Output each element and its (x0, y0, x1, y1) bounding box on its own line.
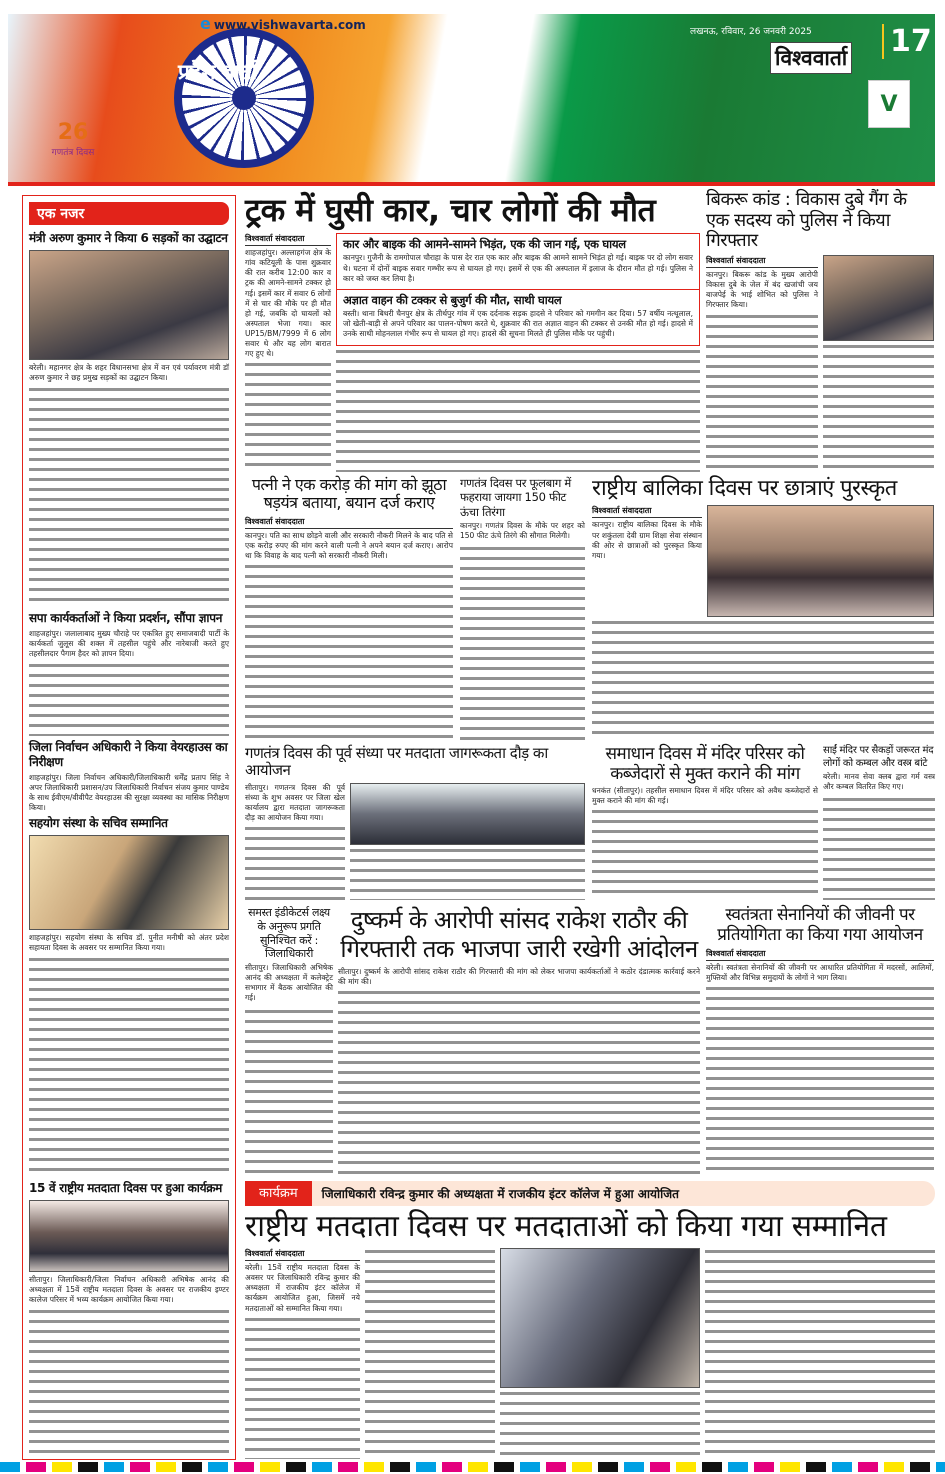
story-headline: समाधान दिवस में मंदिर परिसर को कब्जेदारों से मुक्त कराने की मांग (605, 744, 805, 784)
story-headline: पत्नी ने एक करोड़ की मांग को झूठा षड़यंत्र बताया, बयान दर्ज कराए (251, 475, 447, 513)
section-tag: एक नजर (29, 202, 229, 225)
boxed-story (336, 290, 700, 346)
left-column (22, 195, 236, 1460)
story-body: सीतापुर। जिलाधिकारी/जिला निर्वाचन अधिकारी अभिषेक आनंद की अध्यक्षता में 15वें राष्ट्रीय मतदाता दिवस के अवसर पर राजकीय इण्टर कालेज परिसर में भव्य कार्यक्रम आयोजित किया गया। (29, 1274, 229, 1304)
byline: विश्ववार्ता संवाददाता (706, 948, 934, 961)
bottom-section (245, 1181, 935, 1459)
website-link[interactable] (200, 14, 366, 33)
website-text: www.vishwavarta.com (213, 18, 366, 32)
story-headline: स्वतंत्रता सेनानियों की जीवनी पर प्रतियोगिता का किया गया आयोजन (717, 905, 923, 945)
story-row (592, 505, 934, 617)
bottom-story (245, 1248, 360, 1459)
story-headline: गणतंत्र दिवस की पूर्व संध्या पर मतदाता जागरूकता दौड़ का आयोजन (245, 744, 548, 780)
bottom-row (245, 1248, 935, 1459)
dateline: लखनऊ, रविवार, 26 जनवरी 2025 (690, 27, 812, 37)
story (592, 476, 934, 740)
story-text-block (245, 825, 345, 900)
byline: विश्ववार्ता संवाददाता (245, 233, 331, 246)
story-headline: सहयोग संस्था के सचिव सम्मानित (29, 816, 168, 831)
bottom-photo-column (500, 1248, 700, 1459)
story-text-block (365, 1248, 495, 1459)
story (245, 745, 585, 900)
story-row (245, 783, 585, 901)
story-text-block (245, 1008, 333, 1177)
story-body: बरेली। 15वें राष्ट्रीय मतदाता दिवस के अवसर पर जिलाधिकारी रविन्द्र कुमार की अध्यक्षता में राजकीय इंटर कॉलेज में कार्यक्रम आयोजित हुआ, जिसमें नये मतदाताओं को सम्मानित किया गया। (245, 1263, 360, 1313)
republic-day-logo (28, 120, 118, 158)
story-headline: 15 वें राष्ट्रीय मतदाता दिवस पर हुआ कार्यक्रम (29, 1180, 223, 1195)
paper-name: विश्ववार्ता (770, 42, 852, 74)
page-number: 17 (882, 24, 932, 59)
story-body: शाहजहांपुर। जलालाबाद मुख्य चौराहे पर एकत्रित हुए समाजवादी पार्टी के कार्यकर्ता जुलूस की शक्ल में तहसील पहुंचे और नारेबाजी करते हुए तहसीलदार पैगाम हैदर को ज्ञापन दिया। (29, 628, 229, 658)
bottom-headline: राष्ट्रीय मतदाता दिवस पर मतदाताओं को किया गया सम्मानित (245, 1209, 887, 1244)
award-photo (707, 505, 934, 617)
section-tag: कार्यक्रम (245, 1181, 312, 1206)
section-title: प्रदेश वार्ता (178, 60, 258, 84)
byline: विश्ववार्ता संवाददाता (706, 255, 818, 268)
story-headline: कार और बाइक की आमने-सामने भिड़ंत, एक की जान गई, एक घायल (343, 237, 626, 251)
story-body: शाहजहांपुर। सहयोग संस्था के सचिव डॉ. पुनीत मनीषी को अंतर प्रदेश सहायता दिवस के अवसर पर सम्मानित किया गया। (29, 933, 229, 953)
story-text-block (29, 662, 229, 735)
story (245, 906, 333, 1176)
story-headline: मंत्री अरुण कुमार ने किया 6 सड़कों का उद्घाटन (29, 231, 228, 245)
byline: विश्ववार्ता संवाददाता (592, 505, 702, 518)
story-text-block (705, 1248, 935, 1459)
story-body: सीतापुर। गणतन्त्र दिवस की पूर्व संध्या के शुभ अवसर पर जिला खेल कार्यालय द्वारा मतदाता जागरूकता दौड़ का आयोजन किया गया। (245, 782, 345, 822)
story-column (245, 783, 345, 901)
color-registration-strip (0, 1462, 945, 1472)
story-headline: सपा कार्यकर्ताओं ने किया प्रदर्शन, सौंपा ज्ञापन (29, 610, 223, 625)
kicker-strip (245, 1181, 935, 1206)
story-headline: अज्ञात वाहन की टक्कर से बुजुर्ग की मौत, साथी घायल (343, 292, 562, 307)
story-text-block (29, 1308, 229, 1455)
story-text-block (823, 796, 935, 900)
story-headline: बिकरू कांड : विकास दुबे गैंग के एक सदस्य को पुलिस ने किया गिरफ्तार (706, 189, 907, 252)
arrest-photo (823, 255, 934, 341)
story-text-block (245, 563, 453, 740)
story-body: कानपुर। राष्ट्रीय बालिका दिवस के मौके पर शकुंतला देवी ग्राम शिक्षा सेवा संस्थान की ओर से छात्राओं को पुरस्कृत किया गया। (592, 520, 702, 560)
kicker-text: जिलाधिकारी रविन्द्र कुमार की अध्यक्षता में राजकीय इंटर कॉलेज में हुआ आयोजित (321, 1187, 679, 1201)
republic-day-number: 26 (57, 120, 89, 145)
story-headline: जिला निर्वाचन अधिकारी ने किया वेयरहाउस का निरीक्षण (29, 739, 228, 769)
honour-photo (500, 1248, 700, 1388)
story-text-block (336, 348, 700, 473)
story-text-block (29, 386, 229, 606)
story (823, 745, 935, 900)
story-photo (29, 835, 229, 930)
story-headline: साईं मंदिर पर सैकड़ों जरूरत मंद लोगों को कम्बल और वस्त्र बांटे (823, 745, 934, 769)
story-body: कानपुर। बिकरू कांड के मुख्य आरोपी विकास दुबे के जेल में बंद खजांची जय बाजपेई के भाई शोभित को पुलिस ने गिरफ्तार किया। (706, 270, 818, 310)
story-text-block (245, 361, 331, 472)
byline: विश्ववार्ता संवाददाता (245, 516, 453, 529)
story-body: सीतापुर। जिलाधिकारी अभिषेक आनंद की अध्यक्षता में कलेक्ट्रेट सभागार में बैठक आयोजित की गई। (245, 963, 333, 1003)
lead-section (245, 190, 700, 472)
story-body: बरेली। महानगर क्षेत्र के शहर विधानसभा क्षेत्र में वन एवं पर्यावरण मंत्री डॉ अरुण कुमार ने छह प्रमुख सड़कों का उद्घाटन किया। (29, 363, 229, 383)
ashoka-chakra-icon (174, 28, 314, 168)
story-body: बरेली। स्वतंत्रता सेनानियों की जीवनी पर आधारित प्रतियोगिता में मदरसों, आलिमों, मुफ्तियों और विभिन्न समुदायों के लोगों ने भाग लिया। (706, 963, 934, 983)
story-photo (29, 250, 229, 360)
right-top-section (706, 190, 934, 470)
story (245, 476, 453, 740)
republic-day-label: गणतंत्र दिवस (51, 148, 95, 158)
story-body: शाहजहांपुर। अल्लाहगंज क्षेत्र के गांव कटियूली के पास शुक्रवार की रात करीब 12:00 कार व ट्रक की आमने-सामने टक्कर हो गई। इसमें कार में सवार 6 लोगों में से चार की मौके पर ही मौत हो गई, जबकि दो घायलों को अस्पताल भेजा गया। कार UP15/BM/7999 में 6 लोग सवार थे और यह लोग बारात गए हुए थे। (245, 248, 331, 359)
story-text-block (706, 985, 934, 1176)
story (706, 906, 934, 1176)
story-text-block (592, 619, 934, 740)
lead-headline: ट्रक में घुसी कार, चार लोगों की मौत (245, 191, 656, 229)
boxed-stories (336, 233, 700, 472)
story-headline: गणतंत्र दिवस पर फूलबाग में फहराया जायगा 150 फीट ऊंचा तिरंगा (460, 476, 571, 519)
story-body: शाहजहांपुर। जिला निर्वाचन अधिकारी/जिलाधिकारी धर्मेंद्र प्रताप सिंह ने अपर जिलाधिकारी प्रशासन/उप जिलाधिकारी निर्वाचन संजय कुमार पाण्डेय के साथ ईवीएम/वीवीपैट वेयरहाउस की सुरक्षा व्यवस्था का मासिक निरीक्षण किया। (29, 772, 229, 812)
browser-e-icon: e (200, 14, 211, 33)
story-photo (29, 1200, 229, 1272)
story-body: धनकंत (सीतापुर)। तहसील समाधान दिवस में मंदिर परिसर को अवैध कब्जेदारों से मुक्त कराने की मांग की गई। (592, 786, 818, 806)
story-body: कानपुर। गणतंत्र दिवस के मौके पर शहर को 150 फीट ऊंचे तिरंगे की सौगात मिलेगी। (460, 521, 585, 541)
story-text-block (706, 313, 818, 470)
story (592, 745, 818, 900)
story-body: कानपुर। गुजैनी के रामगोपाल चौराहा के पास देर रात एक कार और बाइक की आमने सामने भिड़ंत हो गई। बाइक पर दो लोग सवार थे। घटना में दोनों बाइक सवार गम्भीर रूप से घायल हो गए। इसमें से एक की अस्पताल में इलाज के दौरान मौत हो गई। पुलिस ने कार को जब्त कर लिया है। (343, 253, 693, 283)
lead-row (245, 233, 700, 472)
byline: विश्ववार्ता संवाददाता (245, 1248, 360, 1261)
story-body: कानपुर। पति का साथ छोड़ने वाली और सरकारी नौकरी मिलने के बाद पति से एक करोड़ रुपए की मांग करने वाली पत्नी ने अपने बयान दर्ज कराए। आरोप था कि विवाह के बाद पत्नी को सरकारी नौकरी मिली। (245, 530, 453, 561)
story-headline: राष्ट्रीय बालिका दिवस पर छात्राएं पुरस्कृत (592, 476, 897, 501)
story-text-block (500, 1390, 700, 1459)
story-body: सीतापुर। दुष्कर्म के आरोपी सांसद राकेश राठौर की गिरफ्तारी की मांग को लेकर भाजपा कार्यकर्ताओं ने कठोर दंडात्मक कार्रवाई करने की मांग की। (338, 966, 700, 986)
story-headline: समस्त इंडीकेटर्स लक्ष्य के अनुरूप प्रगति सुनिश्चित करें : जिलाधिकारी (248, 906, 330, 961)
story-text-block (338, 989, 700, 1176)
right-story (706, 255, 818, 470)
story-text-block (350, 847, 585, 901)
right-row (706, 255, 934, 470)
story-text-block (592, 808, 818, 900)
story-column (350, 783, 585, 901)
story-headline: दुष्कर्म के आरोपी सांसद राकेश राठौर की गिरफ्तारी तक भाजपा जारी रखेगी आंदोलन (340, 906, 698, 963)
story-text-block (29, 956, 229, 1176)
paper-logo: V (868, 80, 910, 128)
masthead-banner (8, 14, 935, 186)
story-text-block (245, 1316, 360, 1459)
story (338, 906, 700, 1176)
right-photo-column (823, 255, 934, 470)
boxed-story (336, 233, 700, 290)
lead-story (245, 233, 331, 472)
story-text-block (460, 545, 585, 740)
story-body: बस्ती। थाना बिथरी चैनपुर क्षेत्र के तीर्थपुर गांव में एक दर्दनाक सड़क हादसे ने परिवार को गमगीन कर दिया। 57 वर्षीय नत्थूलाल, जो खेती-बाड़ी से अपने परिवार का पालन-पोषण करते थे, शुक्रवार की रात अज्ञात वाहन की टक्कर से उनकी मौत हो गई। हादसे में उनके साथी मोहनलाल गंभीर रूप से घायल हो गए। हादसे की सूचना मिलते ही पुलिस मौके पर पहुंची। (343, 309, 693, 339)
story-body: बरेली। मानव सेवा क्लब द्वारा गर्म वस्त्र और कम्बल वितरित किए गए। (823, 772, 935, 792)
run-photo (350, 783, 585, 845)
story-text-block (823, 343, 934, 470)
story-column (592, 505, 702, 617)
story (460, 476, 585, 740)
